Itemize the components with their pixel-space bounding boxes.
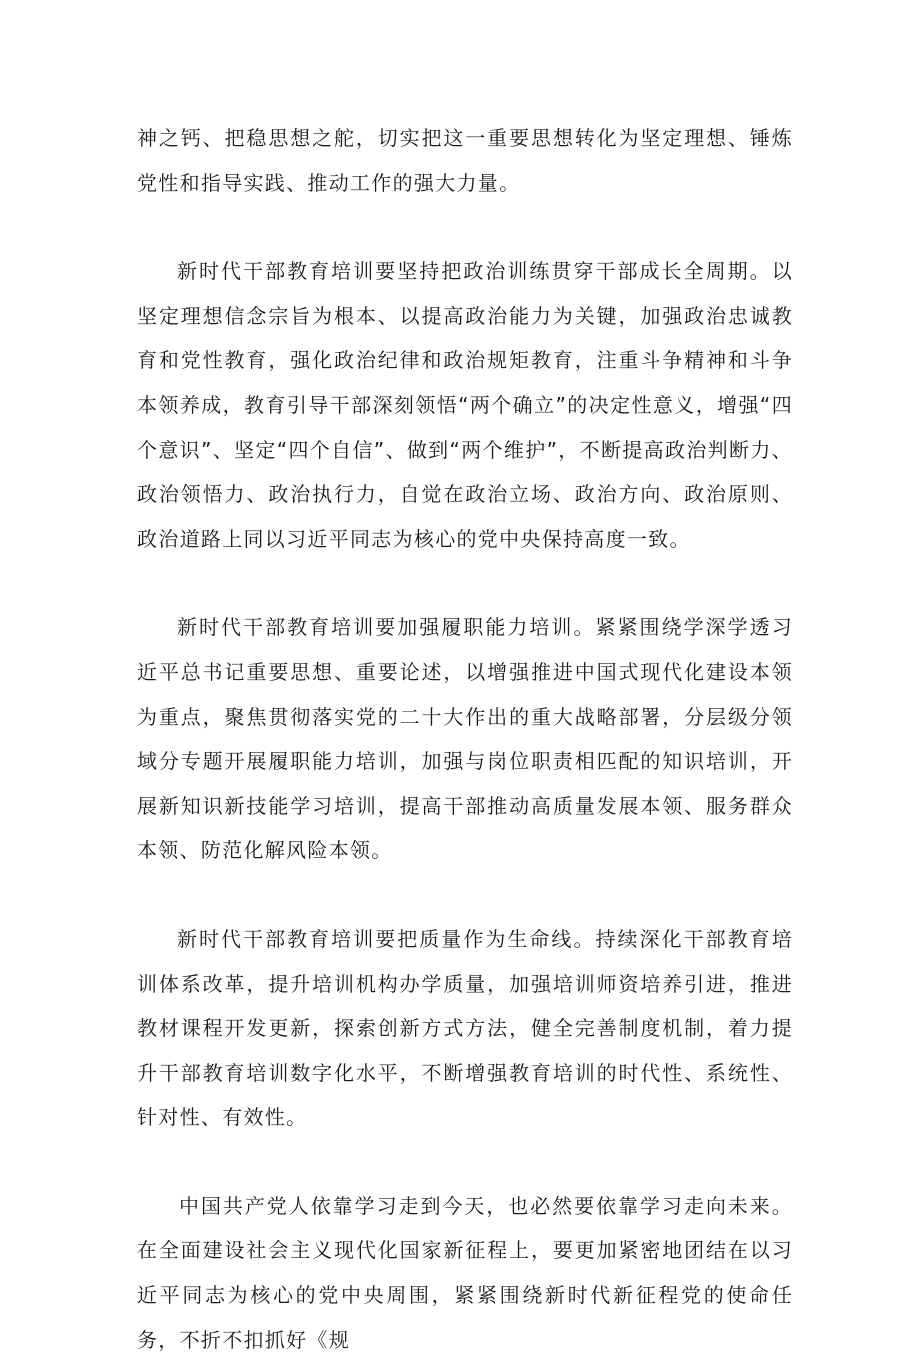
paragraph-5: 中国共产党人依靠学习走到今天，也必然要依靠学习走向未来。在全面建设社会主义现代化国家新征程上，要更加紧密地团结在以习近平同志为核心的党中央周围，紧紧围绕新时代新征程党的使命任务，不折不扣抓好《规 (137, 1193, 793, 1352)
paragraph-spacer (137, 1140, 793, 1184)
paragraph-spacer (137, 873, 793, 917)
paragraph-spacer (137, 561, 793, 605)
document-body (137, 116, 793, 1362)
paragraph-3: 新时代干部教育培训要加强履职能力培训。紧紧围绕学深学透习近平总书记重要思想、重要论述，以增强推进中国式现代化建设本领为重点，聚焦贯彻落实党的二十大作出的重大战略部署，分层级分领域分专题开展履职能力培训，加强与岗位职责相匹配的知识培训，开展新知识新技能学习培训，提高干部推动高质量发展本领、服务群众本领、防范化解风险本领。 (137, 615, 793, 863)
paragraph-4: 新时代干部教育培训要把质量作为生命线。持续深化干部教育培训体系改革，提升培训机构办学质量，加强培训师资培养引进，推进教材课程开发更新，探索创新方式方法，健全完善制度机制，着力提升干部教育培训数字化水平，不断增强教育培训的时代性、系统性、针对性、有效性。 (137, 926, 793, 1130)
paragraph-spacer (137, 205, 793, 249)
paragraph-2: 新时代干部教育培训要坚持把政治训练贯穿干部成长全周期。以坚定理想信念宗旨为根本、以提高政治能力为关键，加强政治忠诚教育和党性教育，强化政治纪律和政治规矩教育，注重斗争精神和斗争本领养成，教育引导干部深刻领悟“两个确立”的决定性意义，增强“四个意识”、坚定“四个自信”、做到“两个维护”，不断提高政治判断力、政治领悟力、政治执行力，自觉在政治立场、政治方向、政治原则、政治道路上同以习近平同志为核心的党中央保持高度一致。 (137, 259, 793, 551)
paragraph-1: 神之钙、把稳思想之舵，切实把这一重要思想转化为坚定理想、锤炼党性和指导实践、推动工作的强大力量。 (137, 126, 793, 195)
